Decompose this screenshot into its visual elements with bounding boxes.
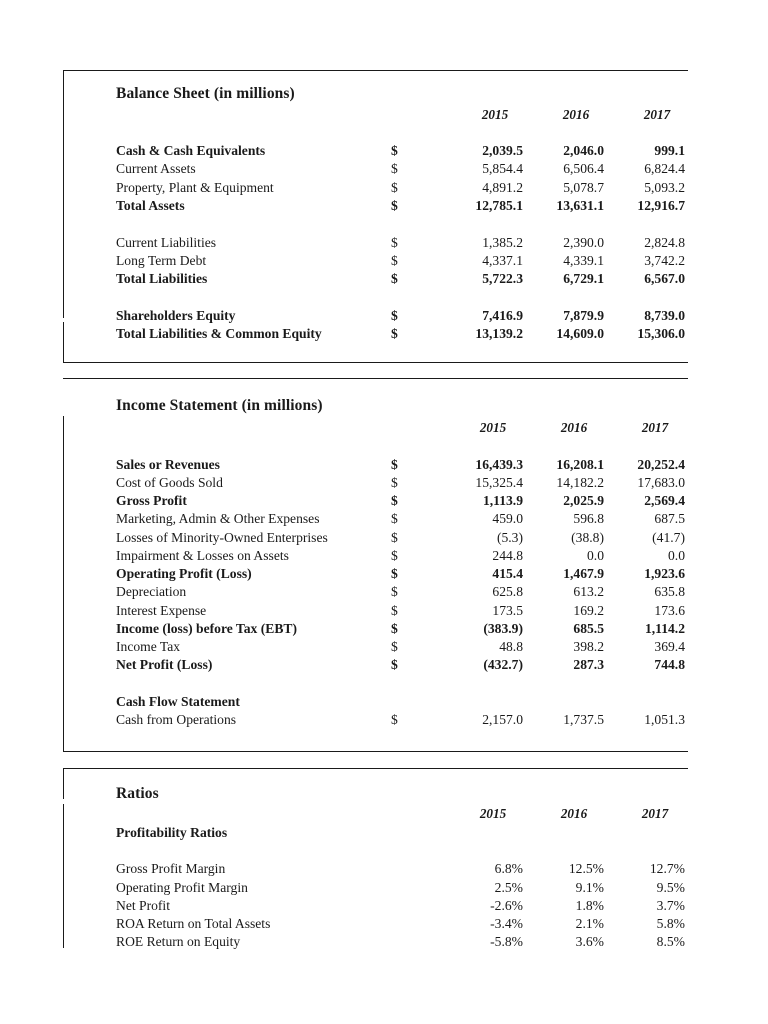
- row-label: Sales or Revenues: [116, 457, 220, 472]
- row-value-2017: 5.8%: [656, 916, 685, 931]
- row-value-2017: 369.4: [654, 639, 685, 654]
- row-value-2017: 12,916.7: [637, 198, 685, 213]
- row-value-2016: 0.0: [587, 548, 604, 563]
- year-header-2016: 2016: [560, 420, 588, 435]
- row-value-2016: 4,339.1: [563, 253, 604, 268]
- row-value-2015: (383.9): [483, 621, 523, 636]
- table-row: [63, 861, 688, 879]
- row-currency: $: [391, 548, 398, 563]
- row-value-2015: 5,722.3: [482, 271, 523, 286]
- row-value-2016: 2,046.0: [563, 143, 604, 158]
- row-label: ROE Return on Equity: [116, 934, 241, 949]
- row-currency: $: [391, 639, 398, 654]
- income-statement-top-rule: [63, 378, 688, 379]
- year-header-2015: 2015: [479, 806, 507, 821]
- table-row: [63, 475, 688, 493]
- table-row: [63, 639, 688, 657]
- row-label: Impairment & Losses on Assets: [116, 548, 289, 563]
- row-label: Gross Profit Margin: [116, 861, 226, 876]
- row-value-2016: 9.1%: [575, 880, 604, 895]
- table-row: [63, 712, 688, 730]
- row-currency: $: [391, 308, 398, 323]
- row-value-2015: 12,785.1: [475, 198, 523, 213]
- table-row: [63, 621, 688, 639]
- row-currency: $: [391, 143, 398, 158]
- row-label: Operating Profit Margin: [116, 880, 248, 895]
- row-value-2015: 15,325.4: [475, 475, 523, 490]
- row-value-2016: 2,390.0: [563, 235, 604, 250]
- row-value-2017: 5,093.2: [644, 180, 685, 195]
- row-value-2015: (5.3): [496, 530, 523, 545]
- row-value-2016: 2.1%: [575, 916, 604, 931]
- row-value-2016: 596.8: [573, 511, 604, 526]
- profitability-ratios-subheading: Profitability Ratios: [116, 825, 228, 840]
- row-value-2015: 16,439.3: [475, 457, 523, 472]
- row-label: Depreciation: [116, 584, 187, 599]
- row-currency: $: [391, 161, 398, 176]
- row-value-2015: 1,113.9: [482, 493, 523, 508]
- row-label: Losses of Minority-Owned Enterprises: [116, 530, 328, 545]
- income-statement-title: Income Statement (in millions): [116, 397, 323, 414]
- row-label: Total Assets: [116, 198, 185, 213]
- table-row: [63, 584, 688, 602]
- row-value-2017: 6,567.0: [644, 271, 685, 286]
- row-currency: $: [391, 326, 398, 341]
- row-value-2017: 1,114.2: [644, 621, 685, 636]
- row-value-2016: 12.5%: [568, 861, 604, 876]
- table-row: [63, 308, 688, 326]
- row-value-2017: 3.7%: [656, 898, 685, 913]
- row-label: Marketing, Admin & Other Expenses: [116, 511, 320, 526]
- table-row: [63, 880, 688, 898]
- ratios-left-border-upper: [63, 768, 64, 799]
- year-header-2016: 2016: [562, 107, 590, 122]
- row-value-2015: 2,157.0: [482, 712, 523, 727]
- year-header-2015: 2015: [481, 107, 509, 122]
- row-label: Current Assets: [116, 161, 196, 176]
- row-value-2017: 12.7%: [649, 861, 685, 876]
- row-value-2016: 1.8%: [575, 898, 604, 913]
- table-row: [63, 511, 688, 529]
- row-value-2016: 287.3: [573, 657, 604, 672]
- row-value-2015: -5.8%: [490, 934, 523, 949]
- row-value-2017: 3,742.2: [644, 253, 685, 268]
- table-row: [63, 548, 688, 566]
- row-value-2017: 8.5%: [656, 934, 685, 949]
- row-value-2015: 6.8%: [494, 861, 523, 876]
- row-value-2015: 7,416.9: [482, 308, 523, 323]
- table-row: [63, 235, 688, 253]
- row-value-2016: 685.5: [573, 621, 604, 636]
- table-row: [63, 657, 688, 675]
- table-row: [63, 143, 688, 161]
- row-value-2017: 744.8: [654, 657, 685, 672]
- row-label: Interest Expense: [116, 603, 207, 618]
- row-value-2015: 625.8: [492, 584, 523, 599]
- row-currency: $: [391, 457, 398, 472]
- row-value-2017: 17,683.0: [637, 475, 685, 490]
- row-value-2017: 2,569.4: [644, 493, 685, 508]
- row-value-2017: 20,252.4: [637, 457, 685, 472]
- row-value-2015: 2.5%: [494, 880, 523, 895]
- table-row: [63, 326, 688, 344]
- row-value-2016: 16,208.1: [556, 457, 604, 472]
- row-value-2015: 173.5: [492, 603, 523, 618]
- row-value-2016: 6,506.4: [563, 161, 604, 176]
- row-label: Cost of Goods Sold: [116, 475, 223, 490]
- row-currency: $: [391, 621, 398, 636]
- ratios-top-rule: [63, 768, 688, 769]
- row-value-2016: 3.6%: [575, 934, 604, 949]
- balance-sheet-top-rule: [63, 70, 688, 71]
- table-row: [63, 180, 688, 198]
- row-currency: $: [391, 584, 398, 599]
- row-value-2017: 1,051.3: [644, 712, 685, 727]
- row-value-2016: 2,025.9: [563, 493, 604, 508]
- row-currency: $: [391, 180, 398, 195]
- row-value-2016: 6,729.1: [563, 271, 604, 286]
- row-currency: $: [391, 566, 398, 581]
- row-value-2017: 0.0: [668, 548, 685, 563]
- row-value-2015: 4,337.1: [482, 253, 523, 268]
- row-currency: $: [391, 530, 398, 545]
- table-row: [63, 253, 688, 271]
- balance-sheet-bottom-rule: [63, 362, 688, 363]
- table-row: [63, 603, 688, 621]
- row-value-2016: 398.2: [573, 639, 604, 654]
- row-label: Property, Plant & Equipment: [116, 180, 274, 195]
- row-value-2015: 244.8: [492, 548, 523, 563]
- row-value-2016: 169.2: [573, 603, 604, 618]
- row-label: Total Liabilities & Common Equity: [116, 326, 322, 341]
- row-currency: $: [391, 493, 398, 508]
- row-value-2016: 14,609.0: [556, 326, 604, 341]
- row-value-2016: 1,737.5: [563, 712, 604, 727]
- year-header-2015: 2015: [479, 420, 507, 435]
- table-row: [63, 493, 688, 511]
- ratios-title: Ratios: [116, 785, 159, 802]
- row-value-2015: 5,854.4: [482, 161, 523, 176]
- row-value-2016: 14,182.2: [556, 475, 604, 490]
- row-currency: $: [391, 511, 398, 526]
- row-label: ROA Return on Total Assets: [116, 916, 271, 931]
- row-currency: $: [391, 657, 398, 672]
- table-row: [63, 898, 688, 916]
- row-value-2016: 7,879.9: [563, 308, 604, 323]
- row-currency: $: [391, 712, 398, 727]
- row-value-2017: 2,824.8: [644, 235, 685, 250]
- row-label: Net Profit (Loss): [116, 657, 213, 672]
- row-label: Net Profit: [116, 898, 170, 913]
- table-row: [63, 566, 688, 584]
- income-statement-bottom-rule: [63, 751, 688, 752]
- table-row: [63, 198, 688, 216]
- row-label: Total Liabilities: [116, 271, 208, 286]
- row-currency: $: [391, 475, 398, 490]
- year-header-2016: 2016: [560, 806, 588, 821]
- row-value-2016: (38.8): [571, 530, 604, 545]
- row-label: Cash & Cash Equivalents: [116, 143, 266, 158]
- row-currency: $: [391, 235, 398, 250]
- row-value-2015: 1,385.2: [482, 235, 523, 250]
- row-value-2017: 635.8: [654, 584, 685, 599]
- row-value-2017: 1,923.6: [644, 566, 685, 581]
- row-value-2015: 48.8: [499, 639, 523, 654]
- row-value-2017: (41.7): [652, 530, 685, 545]
- row-value-2017: 15,306.0: [637, 326, 685, 341]
- row-currency: $: [391, 271, 398, 286]
- row-label: Operating Profit (Loss): [116, 566, 252, 581]
- row-value-2015: 4,891.2: [482, 180, 523, 195]
- row-value-2015: 2,039.5: [482, 143, 523, 158]
- row-value-2017: 999.1: [654, 143, 685, 158]
- row-value-2016: 613.2: [573, 584, 604, 599]
- row-label: Long Term Debt: [116, 253, 207, 268]
- row-value-2017: 173.6: [654, 603, 685, 618]
- row-label: Cash from Operations: [116, 712, 237, 727]
- row-label: Current Liabilities: [116, 235, 217, 250]
- table-row: [63, 916, 688, 934]
- row-currency: $: [391, 253, 398, 268]
- row-value-2017: 9.5%: [656, 880, 685, 895]
- row-value-2017: 687.5: [654, 511, 685, 526]
- table-row: [63, 161, 688, 179]
- row-label: Income (loss) before Tax (EBT): [116, 621, 297, 636]
- row-value-2017: 8,739.0: [644, 308, 685, 323]
- year-header-2017: 2017: [641, 806, 669, 821]
- row-label: Gross Profit: [116, 493, 187, 508]
- row-value-2015: 13,139.2: [475, 326, 523, 341]
- table-row: [63, 271, 688, 289]
- row-label: Shareholders Equity: [116, 308, 236, 323]
- row-value-2015: -2.6%: [490, 898, 523, 913]
- row-value-2015: 459.0: [492, 511, 523, 526]
- row-value-2015: -3.4%: [490, 916, 523, 931]
- year-header-2017: 2017: [643, 107, 671, 122]
- row-value-2015: 415.4: [492, 566, 523, 581]
- row-currency: $: [391, 603, 398, 618]
- year-header-2017: 2017: [641, 420, 669, 435]
- row-value-2016: 13,631.1: [556, 198, 604, 213]
- row-value-2015: (432.7): [483, 657, 523, 672]
- cash-flow-statement-heading: Cash Flow Statement: [116, 694, 240, 709]
- row-value-2016: 5,078.7: [563, 180, 604, 195]
- table-row: [63, 530, 688, 548]
- table-row: [63, 934, 688, 952]
- table-row: [63, 457, 688, 475]
- row-value-2016: 1,467.9: [563, 566, 604, 581]
- balance-sheet-title: Balance Sheet (in millions): [116, 85, 295, 102]
- row-currency: $: [391, 198, 398, 213]
- row-label: Income Tax: [116, 639, 181, 654]
- row-value-2017: 6,824.4: [644, 161, 685, 176]
